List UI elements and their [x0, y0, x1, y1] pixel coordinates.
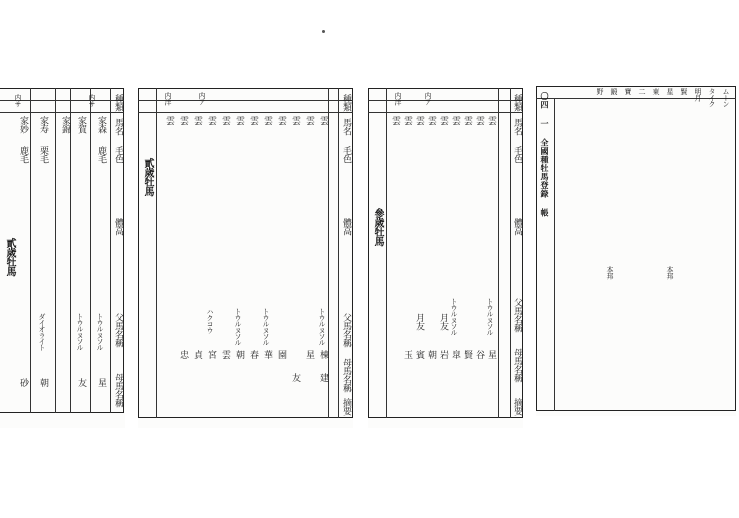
rot-row-10: 野: [596, 88, 604, 95]
left-name-5: 家妙: [18, 116, 28, 133]
left-header-coat: 毛色: [113, 146, 123, 163]
mid-dam-11: 貞: [192, 350, 202, 359]
left-name-2: 家賀: [76, 116, 86, 133]
mid-dam-10: 宮: [206, 350, 216, 359]
mid-dam-6: 華: [262, 350, 272, 359]
mid-name-5: 雲: [262, 116, 272, 125]
rot-row-1: ムーン: [722, 88, 730, 107]
rotated-register-panel: [536, 86, 736, 416]
right-dam-8: 玉: [402, 350, 412, 359]
mid-name-7: 雲: [234, 116, 244, 125]
right-name-7: 雲: [414, 116, 424, 125]
mid-dam-3: 星: [304, 350, 314, 359]
mid-sire-1: トウルヌソル: [318, 308, 326, 346]
mid-header-coat: 毛色: [341, 146, 351, 163]
left-coat-2: 栗毛: [38, 146, 48, 163]
right-sire-1: トウルヌソル: [486, 298, 494, 336]
left-header-type: 種類: [113, 94, 123, 111]
left-dam-3: 朝: [38, 378, 48, 387]
right-sire-2: トウルヌソル: [450, 298, 458, 336]
mid-name-6: 雲: [248, 116, 258, 125]
right-name-6: 雲: [426, 116, 436, 125]
right-dam-2: 谷: [474, 350, 484, 359]
rot-row-5: 星: [666, 88, 674, 95]
left-name-1: 家森: [96, 116, 106, 133]
mid-sire-4: ハクコウ: [206, 308, 214, 333]
left-coat-3: 鹿毛: [18, 146, 28, 163]
right-name-4: 雲: [450, 116, 460, 125]
right-header-coat: 毛色: [512, 146, 522, 163]
section-two-year-mid: 貳歲牡馬: [142, 158, 153, 196]
right-name-3: 雲: [462, 116, 472, 125]
mid-prefix-top: 内ア: [198, 92, 206, 105]
section-three-year-label: 參歲牡馬: [372, 208, 383, 246]
mid-name-4: 雲: [276, 116, 286, 125]
right-name-9: 雲: [390, 116, 400, 125]
mid-header-sire: 父馬名稱: [341, 313, 351, 347]
mid-sire-2: トウルヌソル: [262, 308, 270, 346]
right-header-dam: 母馬名稱: [512, 348, 522, 382]
left-coat-1: 鹿毛: [96, 146, 106, 163]
rot-row-7: 二: [638, 88, 646, 95]
mid-name-10: 雲: [192, 116, 202, 125]
rotated-page-header: 〇四 一 全國種牡馬登錄 帳: [540, 92, 550, 217]
mid-header-name: 馬名: [341, 118, 351, 135]
mid-dam-7: 春: [248, 350, 258, 359]
mid-name-8: 雲: [220, 116, 230, 125]
mid-dam-5: 園: [276, 350, 286, 359]
rot-note-2: 本邦: [606, 266, 614, 279]
right-name-8: 雲: [402, 116, 412, 125]
left-sire-1: トウルヌソル: [96, 313, 104, 351]
scan-speck: [322, 30, 325, 33]
middle-register-panel: [138, 88, 353, 428]
rot-row-8: 寶: [624, 88, 632, 95]
right-dam-7: 賓: [414, 350, 424, 359]
right-register-panel: [368, 88, 523, 428]
right-sire-3: 月友: [438, 313, 448, 330]
left-prefix-2: 内サ: [14, 94, 22, 107]
mid-dam-4: 友: [290, 373, 300, 382]
mid-dam-2: 建: [318, 373, 328, 382]
right-prefix-top: 内ア: [424, 92, 432, 105]
right-sire-4: 月友: [414, 313, 424, 330]
rot-row-4: 賢: [680, 88, 688, 95]
left-sire-3: ダイオライト: [38, 313, 46, 351]
rot-row-2: タイク: [708, 88, 716, 107]
left-header-sire: 父馬名稱: [113, 313, 123, 347]
rot-row-9: 鍛: [610, 88, 618, 95]
mid-name-9: 雲: [206, 116, 216, 125]
right-header-sire: 父馬名稱: [512, 298, 522, 332]
right-prefix-left: 内洋: [394, 92, 402, 105]
right-dam-3: 賢: [462, 350, 472, 359]
left-dam-4: 砂: [18, 378, 28, 387]
right-dam-1: 星: [486, 350, 496, 359]
left-header-dam: 母馬名稱: [113, 373, 123, 407]
mid-name-12: 雲: [164, 116, 174, 125]
mid-dam-1: 棟: [318, 350, 328, 359]
mid-header-remarks: 摘要: [341, 398, 351, 415]
left-register-panel: [0, 88, 125, 428]
mid-header-type: 種類: [341, 94, 351, 111]
mid-name-1: 雲: [318, 116, 328, 125]
mid-prefix-left: 内洋: [164, 92, 172, 105]
mid-header-height: 體高: [341, 218, 351, 235]
right-header-height: 體高: [512, 218, 522, 235]
mid-sire-3: トウルヌソル: [234, 308, 242, 346]
left-header-name: 馬名: [113, 118, 123, 135]
right-dam-5: 岩: [438, 350, 448, 359]
mid-dam-12: 忠: [178, 350, 188, 359]
mid-name-2: 雲: [304, 116, 314, 125]
mid-dam-9: 雲: [220, 350, 230, 359]
left-prefix: 内サ: [88, 94, 96, 107]
right-header-name: 馬名: [512, 118, 522, 135]
mid-header-dam: 母馬名稱: [341, 358, 351, 392]
right-dam-4: 皐: [450, 350, 460, 359]
mid-name-3: 雲: [290, 116, 300, 125]
left-header-height: 體高: [113, 218, 123, 235]
section-two-year-label: 貳歲牡馬: [4, 238, 15, 276]
rot-note-1: 本邦: [666, 266, 674, 279]
left-name-4: 家寿: [38, 116, 48, 133]
right-header-type: 種類: [512, 94, 522, 111]
left-dam-2: 友: [76, 378, 86, 387]
left-dam-1: 星: [96, 378, 106, 387]
right-name-5: 雲: [438, 116, 448, 125]
mid-dam-8: 朝: [234, 350, 244, 359]
mid-name-11: 雲: [178, 116, 188, 125]
right-dam-6: 朝: [426, 350, 436, 359]
right-name-1: 雲: [486, 116, 496, 125]
left-name-3: 家錦: [60, 116, 70, 133]
rot-row-3: 明月: [694, 88, 702, 101]
left-sire-2: トウルヌソル: [76, 313, 84, 351]
right-name-2: 雲: [474, 116, 484, 125]
rot-row-6: 東: [652, 88, 660, 95]
right-header-remarks: 摘要: [512, 398, 522, 415]
